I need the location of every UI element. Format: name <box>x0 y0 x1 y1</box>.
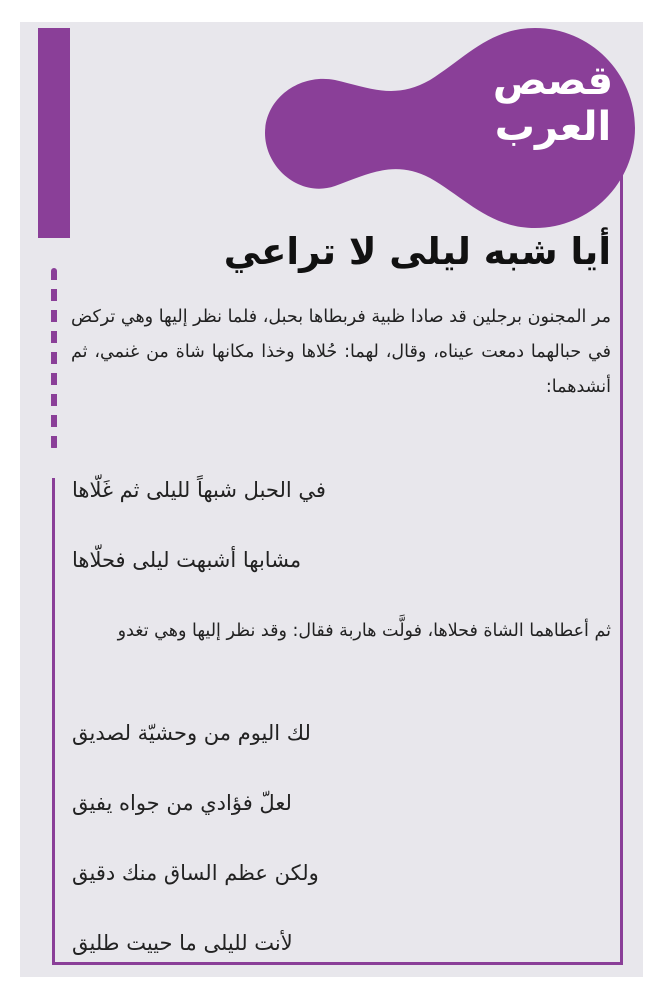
section-label <box>488 58 618 150</box>
narrative-note: ثم أعطاهما الشاة فحلاها، فولَّت هاربة فقال: وقد نظر إليها وهي تغدو <box>117 621 611 641</box>
article-headline: أيا شبه ليلى لا تراعي <box>223 230 611 273</box>
dashed-divider <box>51 268 57 450</box>
verse-line: في الحبل شبهاً لليلى ثم غَلّاها <box>72 478 326 502</box>
verse-line: ولكن عظم الساق منك دقيق <box>72 861 319 885</box>
frame-left-border <box>52 478 55 965</box>
accent-bar <box>38 28 70 238</box>
frame-bottom-border <box>52 962 623 965</box>
verse-line: لك اليوم من وحشيّة لصديق <box>72 721 311 745</box>
section-label-line1: قصص <box>492 58 614 104</box>
verse-line: لأنت لليلى ما حييت طليق <box>72 931 293 955</box>
section-label-line2: العرب <box>494 104 612 150</box>
verse-line: لعلّ فؤادي من جواه يفيق <box>72 791 292 815</box>
frame-right-border <box>620 160 623 965</box>
verse-line: مشابها أشبهت ليلى فحلّاها <box>72 548 302 572</box>
intro-paragraph: مر المجنون برجلين قد صادا ظبية فربطاها بحبل، فلما نظر إليها وهي تركض في حبالهما دمعت عيناه، وقال، لهما: حُلاها وخذا مكانها شاة من غنمي، ثم أنشدهما: <box>71 307 611 397</box>
